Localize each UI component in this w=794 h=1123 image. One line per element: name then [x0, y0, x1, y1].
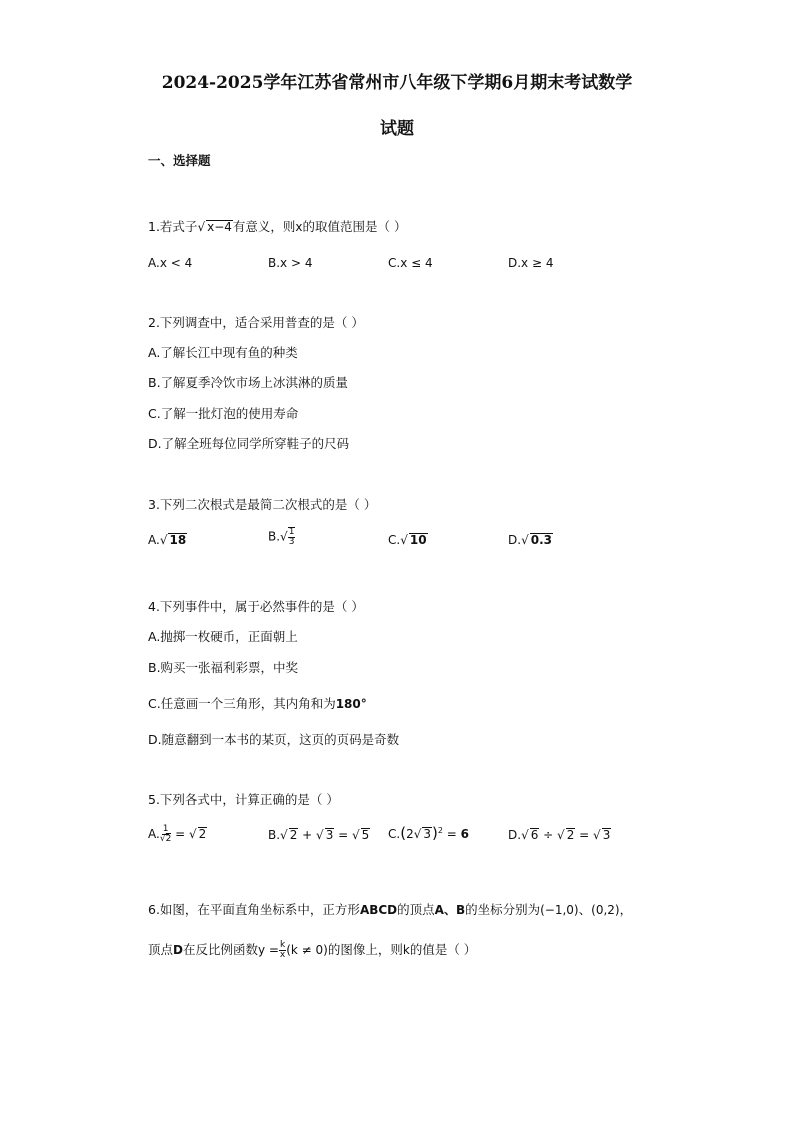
- q5-option-c: C.(2√ 3)$^2$ = 6: [388, 824, 469, 842]
- question-1-stem: 1.若式子√ x−4有意义，则x的取值范围是（ ）: [148, 219, 407, 234]
- q2-option-d: D.了解全班每位同学所穿鞋子的尺码: [148, 436, 350, 451]
- q5-option-a: A. $\frac{1}{√2}$ = √ 2: [148, 824, 207, 844]
- document-title-line2: 试题: [380, 119, 414, 139]
- q1-radicand: x−4: [207, 220, 232, 234]
- section-heading: 一、选择题: [148, 153, 211, 168]
- q4-option-d: D.随意翻到一本书的某页，这页的页码是奇数: [148, 732, 400, 747]
- q2-option-c: C.了解一批灯泡的使用寿命: [148, 406, 299, 421]
- q3-option-b: B.√ $\frac{1}{3}$: [268, 527, 295, 547]
- question-5-stem: 5.下列各式中，计算正确的是（ ）: [148, 792, 339, 807]
- question-6-line2: 顶点D在反比例函数y = $\frac{k}{x}$ (k ≠ 0)的图像上，则k的值是（ ）: [148, 940, 477, 960]
- q1-option-c: C.x ≤ 4: [388, 256, 433, 270]
- q4-option-b: B.购买一张福利彩票，中奖: [148, 660, 299, 675]
- q4-option-a: A.抛掷一枚硬币，正面朝上: [148, 629, 298, 644]
- q5-option-b: B.√ 2 + √ 3 = √ 5: [268, 828, 370, 842]
- question-3-stem: 3.下列二次根式是最简二次根式的是（ ）: [148, 497, 377, 512]
- question-4-stem: 4.下列事件中，属于必然事件的是（ ）: [148, 599, 364, 614]
- q2-option-b: B.了解夏季冷饮市场上冰淇淋的质量: [148, 375, 349, 390]
- q3-option-d: D.√ 0.3: [508, 533, 552, 547]
- q5-option-d: D.√ 6 ÷ √ 2 = √ 3: [508, 828, 611, 842]
- q3-option-a: A.√ 18: [148, 533, 187, 547]
- q1-option-b: B.x > 4: [268, 256, 313, 270]
- q1-option-a: A.x < 4: [148, 256, 193, 270]
- question-6-line1: 6.如图，在平面直角坐标系中，正方形ABCD的顶点A、B的坐标分别为(−1,0)、(0,2)，: [148, 902, 633, 917]
- question-2-stem: 2.下列调查中，适合采用普查的是（ ）: [148, 315, 364, 330]
- document-title-line1: 2024-2025学年江苏省常州市八年级下学期6月期末考试数学: [161, 73, 633, 93]
- q4-option-c: C.任意画一个三角形，其内角和为180°: [148, 696, 367, 711]
- q3-option-c: C.√ 10: [388, 533, 427, 547]
- q1-option-d: D.x ≥ 4: [508, 256, 554, 270]
- q2-option-a: A.了解长江中现有鱼的种类: [148, 345, 298, 360]
